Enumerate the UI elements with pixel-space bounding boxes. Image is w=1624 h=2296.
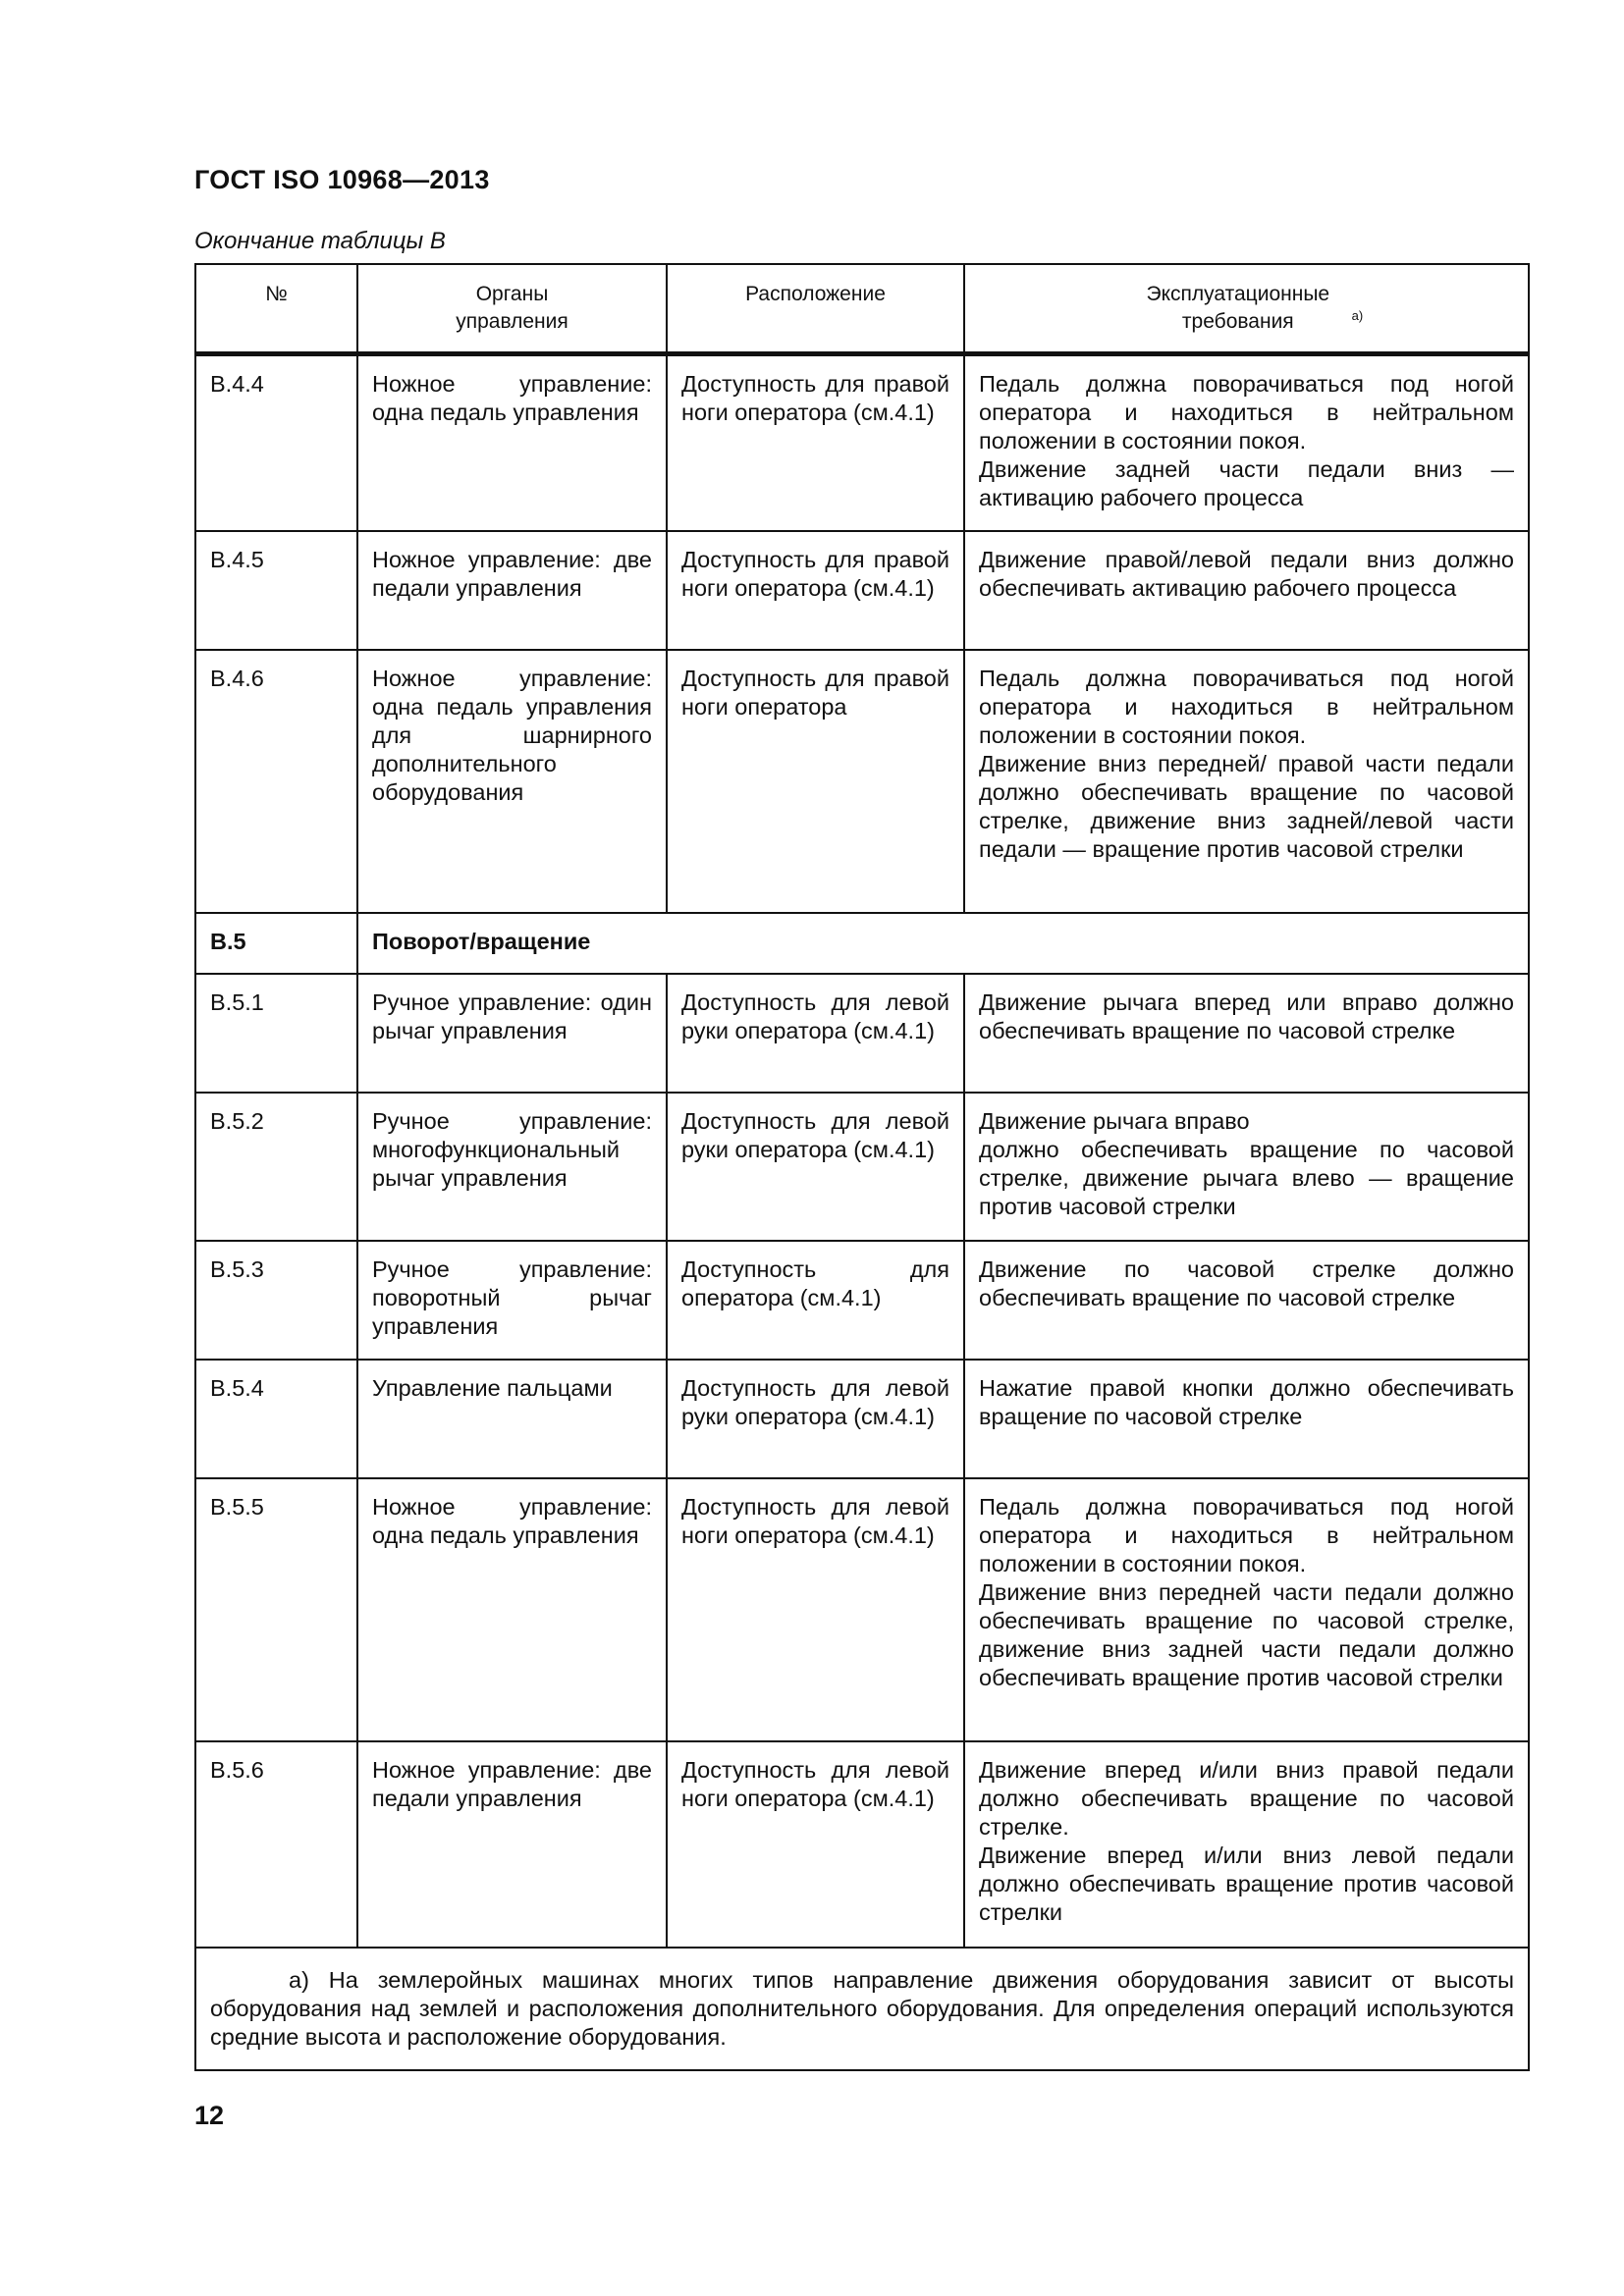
section-number: В.5 xyxy=(195,913,357,974)
row-controls: Ручное управление: поворотный рычаг управления xyxy=(357,1241,667,1360)
row-number: В.5.2 xyxy=(195,1093,357,1241)
row-requirements xyxy=(964,531,1529,650)
table-row xyxy=(195,531,1529,650)
requirement-line: Педаль должна поворачиваться под ногой оператора и находиться в нейтральном положении в состоянии покоя. xyxy=(979,1493,1514,1576)
row-location: Доступность для правой ноги оператора (см.4.1) xyxy=(667,354,964,531)
row-location: Доступность для левой ноги оператора (см.4.1) xyxy=(667,1741,964,1948)
row-requirements xyxy=(964,354,1529,531)
row-location: Доступность для правой ноги оператора (см.4.1) xyxy=(667,531,964,650)
row-controls: Ножное управление: одна педаль управления для шарнирного дополнительного оборудования xyxy=(357,650,667,913)
page-number: 12 xyxy=(194,2101,225,2130)
row-requirements xyxy=(964,974,1529,1093)
requirement-line: Педаль должна поворачиваться под ногой оператора и находиться в нейтральном положении в состоянии покоя. xyxy=(979,665,1514,748)
row-number: В.4.6 xyxy=(195,650,357,913)
requirement-line: Движение вперед и/или вниз левой педали должно обеспечивать вращение против часовой стрелки xyxy=(979,1842,1514,1925)
row-requirements xyxy=(964,1741,1529,1948)
table-row xyxy=(195,974,1529,1093)
requirement-line: должно обеспечивать вращение по часовой стрелке, движение рычага влево — вращение против часовой стрелки xyxy=(979,1136,1514,1219)
row-controls: Управление пальцами xyxy=(357,1360,667,1478)
row-location: Доступность для левой ноги оператора (см.4.1) xyxy=(667,1478,964,1741)
row-location: Доступность для левой руки оператора (см.4.1) xyxy=(667,974,964,1093)
requirement-line: Движение рычага вправо xyxy=(979,1107,1250,1134)
requirement-line: Педаль должна поворачиваться под ногой оператора и находиться в нейтральном положении в состоянии покоя. xyxy=(979,371,1514,454)
table-row xyxy=(195,1241,1529,1360)
table-row xyxy=(195,1360,1529,1478)
table-row xyxy=(195,1478,1529,1741)
footnote-marker: а) xyxy=(1351,308,1364,323)
row-controls: Ножное управление: одна педаль управления xyxy=(357,1478,667,1741)
row-location: Доступность для правой ноги оператора xyxy=(667,650,964,913)
row-number: В.5.1 xyxy=(195,974,357,1093)
section-title: Поворот/вращение xyxy=(357,913,1529,974)
row-controls: Ножное управление: две педали управления xyxy=(357,1741,667,1948)
table-caption: Окончание таблицы В xyxy=(194,228,446,254)
requirement-line: Движение рычага вперед или вправо должно обеспечивать вращение по часовой стрелке xyxy=(979,988,1514,1043)
table-footnote: а) На землеройных машинах многих типов направление движения оборудования зависит от высоты оборудования над землей и расположения дополнительного оборудования. Для определения операций используются средние высота и расположение оборудования. xyxy=(195,1948,1529,2070)
col-header-number: № xyxy=(195,264,357,354)
row-number: В.5.6 xyxy=(195,1741,357,1948)
row-number: В.5.3 xyxy=(195,1241,357,1360)
row-controls: Ручное управление: один рычаг управления xyxy=(357,974,667,1093)
col-header-location: Расположение xyxy=(667,264,964,354)
document-title: ГОСТ ISO 10968—2013 xyxy=(194,165,490,194)
requirements-table xyxy=(194,263,1530,2071)
row-controls: Ножное управление: две педали управления xyxy=(357,531,667,650)
row-requirements xyxy=(964,1241,1529,1360)
row-controls: Ручное управление: многофункциональный рычаг управления xyxy=(357,1093,667,1241)
row-location: Доступность для левой руки оператора (см.4.1) xyxy=(667,1360,964,1478)
table-row xyxy=(195,1741,1529,1948)
section-row xyxy=(195,913,1529,974)
row-location: Доступность для оператора (см.4.1) xyxy=(667,1241,964,1360)
row-number: В.5.4 xyxy=(195,1360,357,1478)
row-number: В.4.5 xyxy=(195,531,357,650)
requirement-line: Движение вниз передней части педали должно обеспечивать вращение по часовой стрелке, движение вниз задней части педали должно обеспечивать вращение против часовой стрелки xyxy=(979,1578,1514,1690)
row-number: В.5.5 xyxy=(195,1478,357,1741)
col-header-requirements-text: Эксплуатационные требования xyxy=(1146,283,1330,333)
table-row xyxy=(195,1093,1529,1241)
col-header-requirements xyxy=(964,264,1529,354)
requirement-line: Движение вниз передней/ правой части педали должно обеспечивать вращение по часовой стрелке, движение вниз задней/левой части педали — вращение против часовой стрелки xyxy=(979,750,1514,862)
requirement-line: Движение правой/левой педали вниз должно обеспечивать активацию рабочего процесса xyxy=(979,546,1514,601)
row-requirements xyxy=(964,650,1529,913)
col-header-controls-text: Органы управления xyxy=(456,283,568,333)
row-requirements xyxy=(964,1093,1529,1241)
row-requirements xyxy=(964,1360,1529,1478)
table-row xyxy=(195,650,1529,913)
row-location: Доступность для левой руки оператора (см.4.1) xyxy=(667,1093,964,1241)
table-header-row xyxy=(195,264,1529,354)
row-requirements xyxy=(964,1478,1529,1741)
row-controls: Ножное управление: одна педаль управления xyxy=(357,354,667,531)
row-number: В.4.4 xyxy=(195,354,357,531)
footnote-row xyxy=(195,1948,1529,2070)
requirement-line: Движение задней части педали вниз — активацию рабочего процесса xyxy=(979,456,1514,510)
requirement-line: Движение по часовой стрелке должно обеспечивать вращение по часовой стрелке xyxy=(979,1255,1514,1310)
requirement-line: Нажатие правой кнопки должно обеспечивать вращение по часовой стрелке xyxy=(979,1374,1514,1429)
requirement-line: Движение вперед и/или вниз правой педали должно обеспечивать вращение по часовой стрелке. xyxy=(979,1756,1514,1840)
table-row xyxy=(195,354,1529,531)
col-header-controls xyxy=(357,264,667,354)
